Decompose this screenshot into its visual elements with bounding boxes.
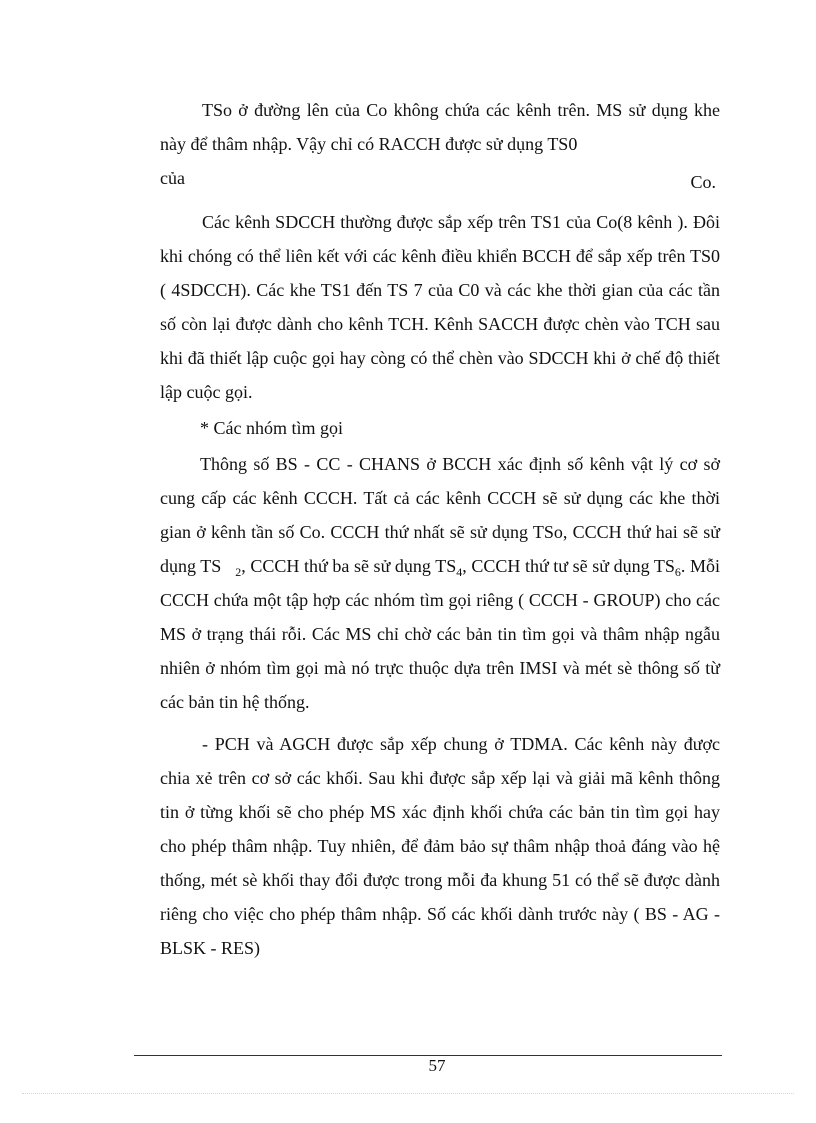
p3-subscript-2: 4 bbox=[456, 565, 463, 579]
p3-subscript-1: 2 bbox=[235, 565, 242, 579]
p3-subscript-3: 6 bbox=[674, 565, 681, 579]
p1-line-3-right: Co. bbox=[690, 172, 716, 192]
paragraph-sdcch: Các kênh SDCCH thường được sắp xếp trên TS1 của Co(8 kênh ). Đôi khi chóng có thể liên kết với các kênh điều khiển BCCH để sắp xếp trên TS0 ( 4SDCCH). Các khe TS1 đến TS 7 của C0 và các khe thời gian của các tần số còn lại được dành cho kênh TCH. Kênh SACCH được chèn vào TCH sau khi đã thiết lập cuộc gọi hay còng có thể chèn vào SDCCH khi ở chế độ thiết lập cuộc gọi. bbox=[160, 212, 720, 402]
paragraph-bs-cc-chans bbox=[160, 447, 720, 719]
page-bottom-edge bbox=[22, 1093, 794, 1094]
section-heading: * Các nhóm tìm gọi bbox=[200, 418, 343, 438]
page-number: 57 bbox=[428, 1056, 446, 1075]
p1-line-3-left: của bbox=[160, 168, 185, 188]
body-text bbox=[160, 93, 720, 965]
p1-line-1: TSo ở đường lên của Co không chứa các kênh trên. MS sử bbox=[202, 100, 646, 120]
p3-text-d: . Mỗi CCCH chứa một tập hợp các nhóm tìm gọi riêng ( CCCH - GROUP) cho các MS ở trạng thái rỗi. Các MS chỉ chờ các bản tin tìm gọi và thâm nhập ngẫu nhiên ở nhóm tìm gọi mà nó trực thuộc dựa trên IMSI và mét sè thông số từ các bản tin hệ thống. bbox=[160, 556, 721, 712]
paragraph-pch-agch: - PCH và AGCH được sắp xếp chung ở TDMA. Các kênh này được chia xẻ trên cơ sở các khối. Sau khi được sắp xếp lại và giải mã kênh thông tin ở từng khối sẽ cho phép MS xác định khối chứa các bản tin tìm gọi hay cho phép thâm nhập. Tuy nhiên, để đảm bảo sự thâm nhập thoả đáng vào hệ thống, mét sè khối thay đổi được trong mỗi đa khung 51 có thể sẽ được dành riêng cho việc cho phép thâm nhập. Số các khối dành trước này ( BS - AG - BLSK - RES) bbox=[160, 734, 720, 958]
p1-line-3 bbox=[160, 161, 720, 199]
paragraph-tso-uplink bbox=[160, 93, 720, 161]
p3-text-a: Thông số BS - CC - CHANS ở BCCH xác định số kênh vật lý cơ sở cung cấp các kênh CCCH. Tất cả các kênh CCCH sẽ sử dụng các khe thời gian ở kênh tần số Co. CCCH thứ nhất sẽ sử dụng TSo, CCCH thứ hai sẽ sử dụng TS bbox=[160, 454, 720, 576]
p3-text-c: , CCCH thứ tư sẽ sử dụng TS bbox=[462, 556, 675, 576]
p1-line-2: dụng khe này để thâm nhập. Vậy chỉ có RACCH được sử dụng TS0 bbox=[160, 100, 720, 154]
p3-text-b: , CCCH thứ ba sẽ sử dụng TS bbox=[241, 556, 457, 576]
